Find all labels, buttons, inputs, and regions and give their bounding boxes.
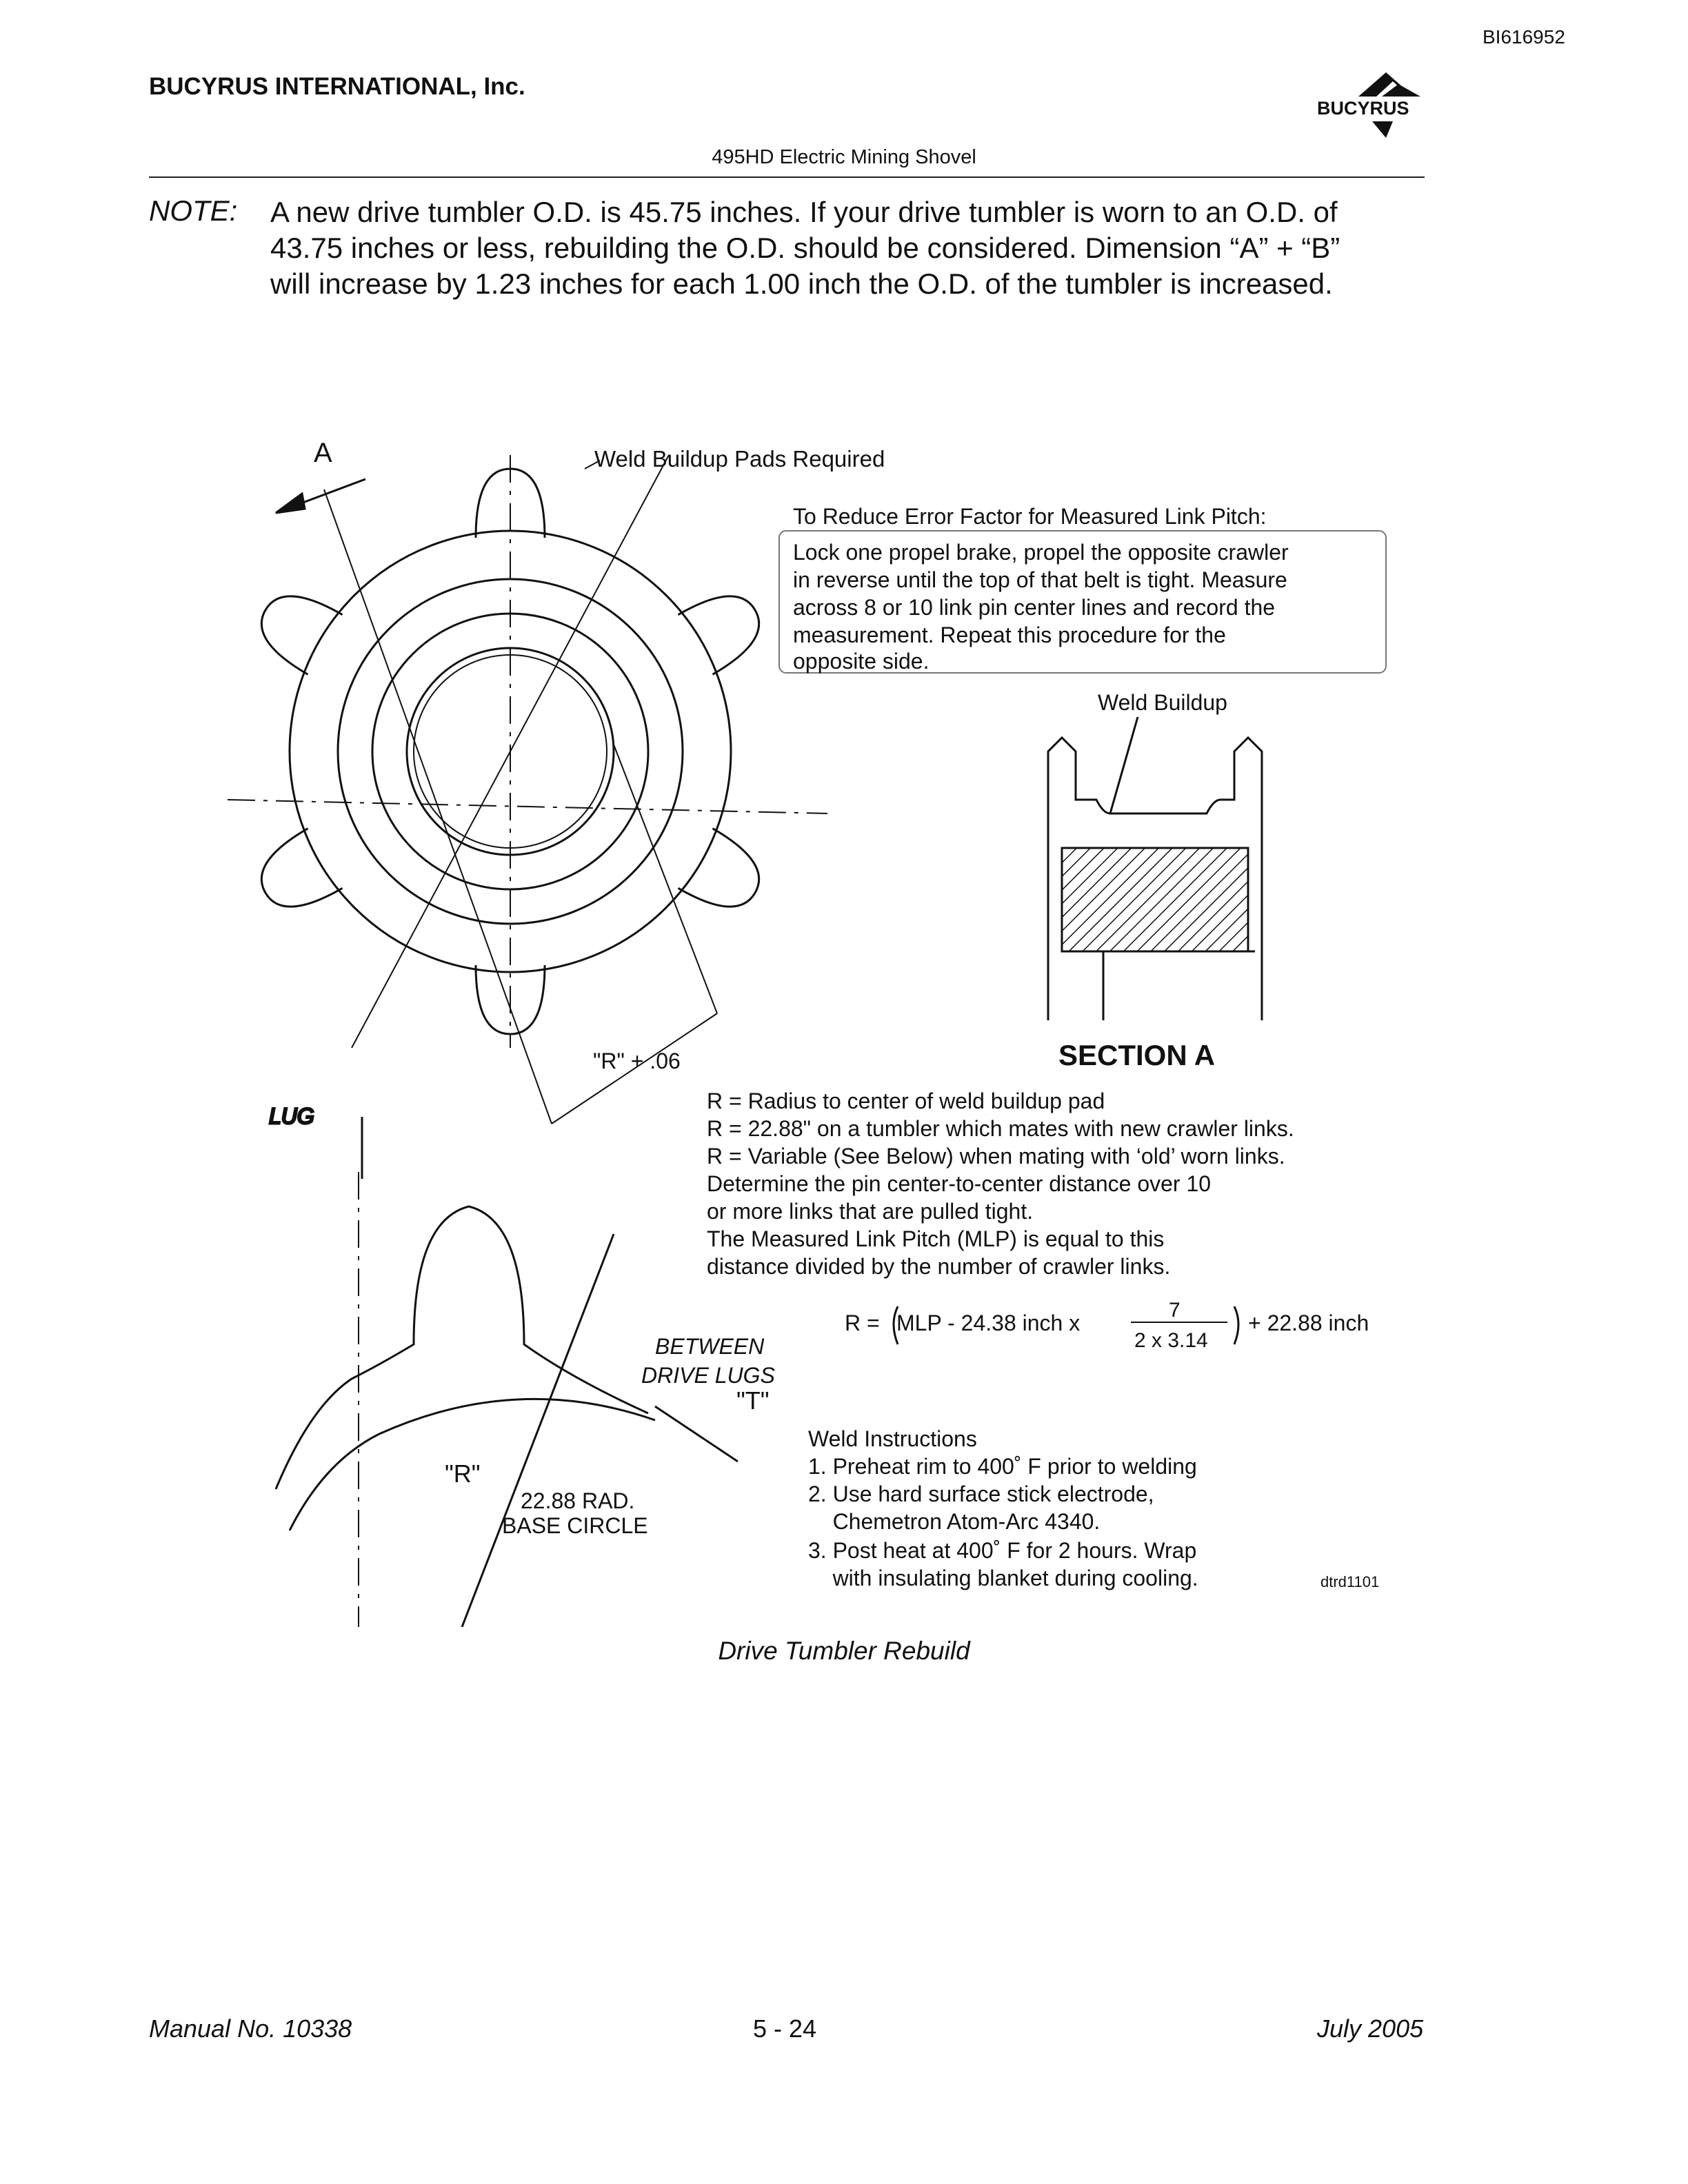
definition-line: distance divided by the number of crawler links. — [707, 1254, 1171, 1279]
manual-number: Manual No. 10338 — [149, 2014, 352, 2043]
drive-lugs-label: DRIVE LUGS — [641, 1363, 775, 1388]
r-plus-label: "R" + .06 — [593, 1049, 681, 1073]
svg-text:BUCYRUS: BUCYRUS — [1317, 98, 1409, 119]
base-circle-radius: 22.88 RAD. — [521, 1488, 635, 1513]
definition-line: or more links that are pulled tight. — [707, 1199, 1034, 1224]
r-dimension-label: "R" — [445, 1459, 481, 1488]
document-id: BI616952 — [1483, 26, 1565, 48]
document-subtitle: 495HD Electric Mining Shovel — [712, 146, 976, 168]
definition-line: R = 22.88" on a tumbler which mates with new crawler links. — [707, 1116, 1294, 1141]
t-dimension-label: "T" — [736, 1386, 770, 1415]
note-text — [270, 194, 1401, 302]
radius-formula — [845, 1299, 1369, 1352]
bucyrus-logo — [1310, 69, 1434, 152]
svg-text:+ 22.88 inch: + 22.88 inch — [1248, 1311, 1369, 1335]
drawing-id: dtrd1101 — [1320, 1573, 1380, 1590]
note-line: will increase by 1.23 inches for each 1.00 inch the O.D. of the tumbler is increased. — [270, 267, 1333, 300]
weld-pads-label: Weld Buildup Pads Required — [594, 446, 885, 472]
svg-text:MLP - 24.38 inch x: MLP - 24.38 inch x — [896, 1311, 1081, 1335]
section-a-title: SECTION A — [1058, 1039, 1216, 1071]
cl-between-label: BETWEEN — [655, 1334, 765, 1359]
svg-text:7: 7 — [1169, 1299, 1180, 1322]
weld-instruction: 3. Post heat at 400˚ F for 2 hours. Wrap — [808, 1538, 1197, 1563]
note-label: NOTE: — [149, 194, 238, 227]
section-label-a: A — [314, 438, 332, 468]
definition-line: The Measured Link Pitch (MLP) is equal to this — [707, 1226, 1165, 1251]
box-line: Lock one propel brake, propel the opposite crawler — [793, 540, 1289, 565]
note-line: A new drive tumbler O.D. is 45.75 inches. If your drive tumbler is worn to an O.D. of — [270, 196, 1338, 228]
weld-instructions-title: Weld Instructions — [808, 1426, 977, 1451]
definition-line: Determine the pin center-to-center distance over 10 — [707, 1171, 1212, 1196]
box-title: To Reduce Error Factor for Measured Link Pitch: — [793, 504, 1267, 529]
cl-lug-label: LUG — [269, 1104, 314, 1129]
box-line: measurement. Repeat this procedure for the — [793, 623, 1226, 647]
box-line: opposite side. — [793, 649, 930, 674]
drive-tumbler-drawing — [172, 427, 1579, 1627]
header-rule — [149, 176, 1425, 178]
weld-instruction: with insulating blanket during cooling. — [808, 1566, 1198, 1590]
svg-text:R =: R = — [845, 1311, 880, 1335]
definition-line: R = Variable (See Below) when mating with ‘old’ worn links. — [707, 1144, 1285, 1169]
box-line: in reverse until the top of that belt is tight. Measure — [793, 567, 1287, 592]
note-line: 43.75 inches or less, rebuilding the O.D. should be considered. Dimension “A” + “B” — [270, 232, 1340, 264]
svg-text:2 x 3.14: 2 x 3.14 — [1134, 1329, 1208, 1352]
company-name: BUCYRUS INTERNATIONAL, Inc. — [149, 73, 525, 100]
publication-date: July 2005 — [1317, 2014, 1424, 2043]
weld-instruction: 1. Preheat rim to 400˚ F prior to welding — [808, 1454, 1197, 1479]
box-line: across 8 or 10 link pin center lines and record the — [793, 595, 1276, 620]
weld-buildup-label: Weld Buildup — [1098, 690, 1227, 715]
weld-instruction: Chemetron Atom-Arc 4340. — [808, 1509, 1101, 1534]
page-number: 5 - 24 — [753, 2014, 817, 2043]
weld-instruction: 2. Use hard surface stick electrode, — [808, 1482, 1154, 1506]
definition-line: R = Radius to center of weld buildup pad — [707, 1089, 1105, 1113]
figure-caption: Drive Tumbler Rebuild — [718, 1637, 970, 1665]
base-circle-label: BASE CIRCLE — [502, 1513, 648, 1538]
